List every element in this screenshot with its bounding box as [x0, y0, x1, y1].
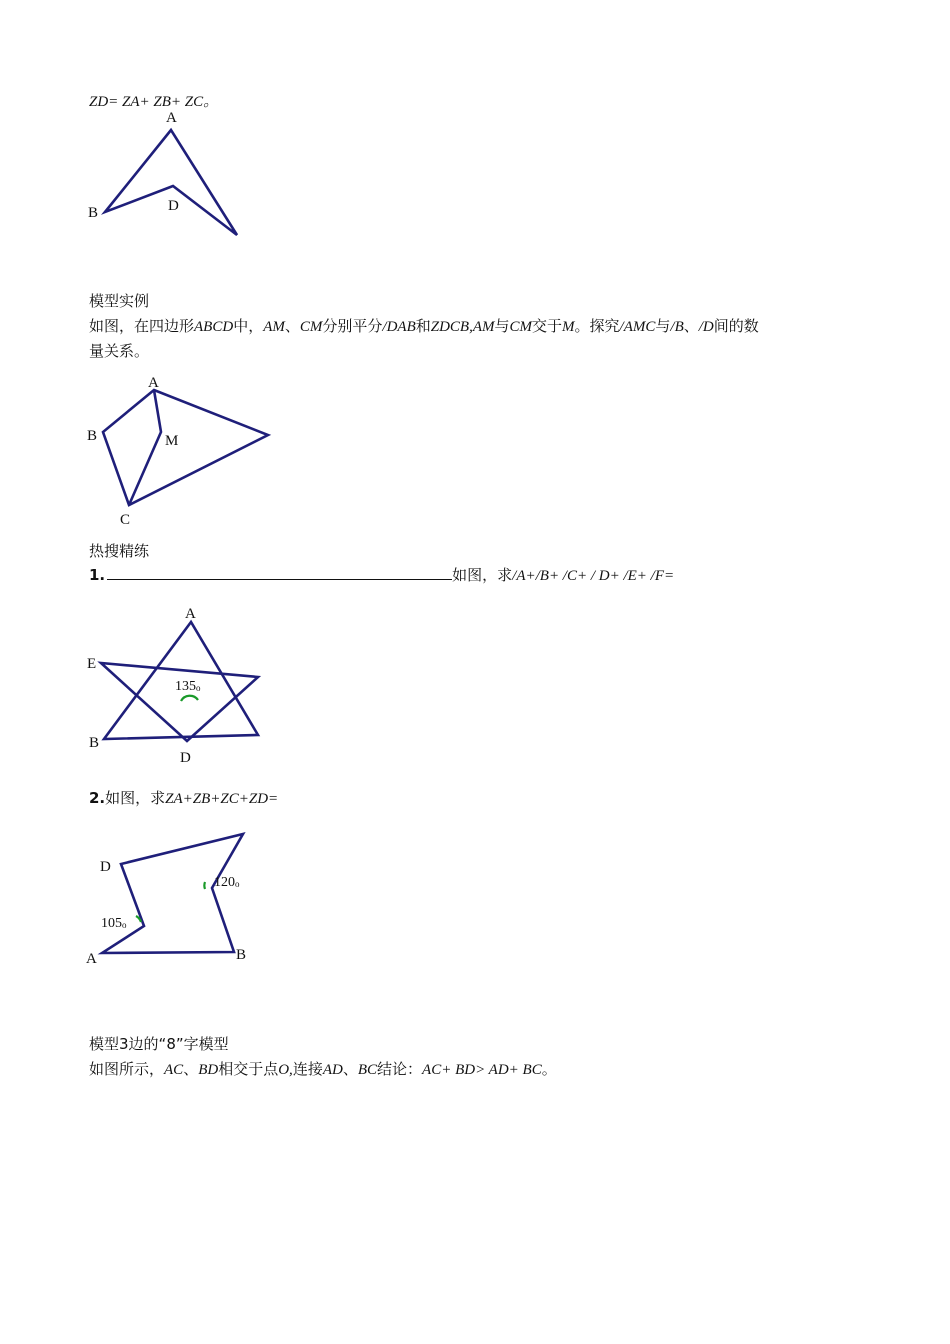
label-d: D	[180, 750, 191, 766]
dart-outline	[105, 130, 237, 235]
example-heading: 模型实例	[89, 292, 150, 310]
label-a: A	[185, 606, 196, 622]
figure-quadrilateral-bisectors	[80, 370, 280, 530]
angle-label-135: 135o	[175, 679, 201, 694]
model3-heading: 模型3边的“8”字模型	[89, 1035, 229, 1053]
zigzag-outline	[102, 834, 243, 953]
label-a: A	[86, 951, 97, 967]
example-line-2: 量关系。	[89, 342, 150, 360]
figure-dart-quadrilateral	[80, 106, 260, 241]
angle-label-105: 105o	[101, 916, 127, 931]
label-a: A	[148, 375, 159, 391]
label-e: E	[87, 656, 97, 672]
figure-zigzag-polygon	[80, 825, 260, 975]
triangle-edc	[101, 663, 258, 741]
figure-crossing-triangles	[80, 600, 270, 770]
question-1: 1. 如图，求/A+/B+ /C+ / D+ /E+ /F=	[89, 566, 675, 584]
angle-label-120: 120o	[214, 875, 240, 890]
intro-formula: ZD= ZA+ ZB+ ZC。	[89, 94, 219, 110]
label-b: B	[87, 428, 98, 444]
angle-arc-120	[204, 882, 205, 889]
label-b: B	[88, 205, 99, 221]
practice-heading: 热搜精练	[89, 542, 150, 560]
label-d: D	[100, 859, 111, 875]
model3-conclusion: 如图所示，AC、BD相交于点O,连接AD、BC结论：AC+ BD> AD+ BC。	[89, 1060, 557, 1078]
angle-arc-135	[181, 696, 198, 701]
label-a: A	[166, 110, 177, 126]
question-2: 2.如图，求ZA+ZB+ZC+ZD=	[89, 789, 279, 807]
label-b: B	[89, 735, 100, 751]
quadrilateral-outline	[103, 390, 268, 505]
example-line-1: 如图，在四边形ABCD中，AM、CM分别平分/DAB和ZDCB,AM与CM交于M。探究/AMC与/B、/D间的数	[89, 317, 759, 335]
label-m: M	[165, 433, 179, 449]
label-d: D	[168, 198, 179, 214]
answer-blank	[107, 565, 452, 580]
label-c: C	[120, 512, 131, 528]
label-b: B	[236, 947, 247, 963]
